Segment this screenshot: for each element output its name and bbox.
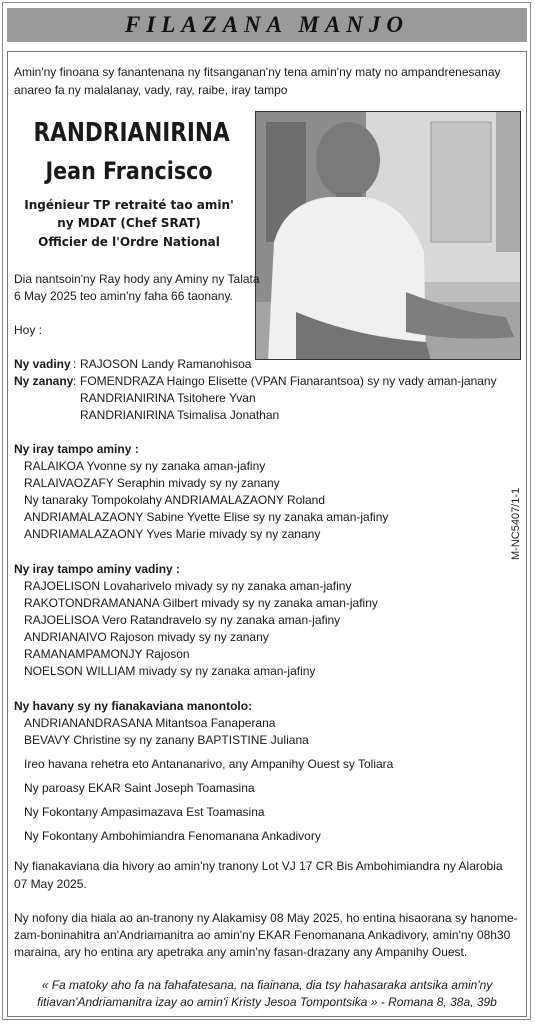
spouse-sibling-item: RAMANAMPAMONJY Rajoson bbox=[24, 647, 190, 661]
wake-line-1: Ny fianakaviana dia hivory ao amin'ny tranony Lot VJ 17 CR Bis Ambohimiandra ny Alarobia bbox=[14, 859, 503, 873]
portrait-image bbox=[256, 112, 521, 360]
intro-line-1: Amin'ny finoana sy fanantenana ny fitsanganan'ny tena amin'ny maty no ampandrenesanay bbox=[14, 65, 501, 79]
death-notice-line-1: Dia nantsoin'ny Ray hody any Aminy ny Talata bbox=[14, 272, 260, 286]
deceased-given-names: Jean Francisco bbox=[45, 157, 213, 185]
relative-item: BEVAVY Christine sy ny zanany BAPTISTINE Juliana bbox=[24, 733, 309, 747]
spouse-sibling-item: RAJOELISON Lovaharivelo mivady sy ny zanaka aman-jafiny bbox=[24, 579, 352, 593]
notice-header bbox=[7, 8, 527, 42]
sibling-item: ANDRIAMALAZAONY Sabine Yvette Elise sy ny zanaka aman-jafiny bbox=[24, 510, 389, 524]
sibling-item: RALAIVAOZAFY Seraphin mivady sy ny zanany bbox=[24, 476, 280, 490]
spouse-label: Ny vadiny bbox=[14, 357, 71, 371]
sibling-item: Ny tanaraky Tompokolahy ANDRIAMALAZAONY Roland bbox=[24, 493, 326, 507]
scripture-quote-line-1: « Fa matoky aho fa na fahafatesana, na fiainana, dia tsy hahasaraka antsika amin'ny bbox=[41, 978, 493, 992]
spouse-sibling-item: RAJOELISOA Vero Ratandravelo sy ny zanaka aman-jafiny bbox=[24, 613, 341, 627]
relative-item: ANDRIANANDRASANA Mitantsoa Fanaperana bbox=[24, 716, 276, 730]
siblings-heading: Ny iray tampo aminy : bbox=[14, 442, 139, 456]
spouse-separator: : bbox=[73, 357, 77, 371]
scripture-quote-line-2: fitiavan'Andriamanitra izay ao amin'i Kristy Jesoa Tompontsika » - Romana 8, 38a, 39b bbox=[37, 995, 497, 1009]
relatives-heading: Ny havany sy ny fianakaviana manontolo: bbox=[14, 699, 253, 713]
sibling-item: ANDRIAMALAZAONY Yves Marie mivady sy ny zanany bbox=[24, 527, 321, 541]
deceased-title-1: Ingénieur TP retraité tao amin' bbox=[24, 198, 234, 212]
notice-title: FILAZANA MANJO bbox=[124, 12, 409, 37]
relative-group: Ny Fokontany Ambohimiandra Fenomanana Ankadivory bbox=[24, 829, 321, 843]
deceased-surname: RANDRIANIRINA bbox=[33, 118, 230, 148]
hoy-label: Hoy : bbox=[14, 323, 43, 337]
sibling-item: RALAIKOA Yvonne sy ny zanaka aman-jafiny bbox=[24, 459, 266, 473]
funeral-line-2: zam-boninahitra an'Andriamanitra ao amin'ny EKAR Fenomanana Ankadivory, amin'ny 08h30 bbox=[14, 928, 511, 942]
spouse-sibling-item: RAKOTONDRAMANANA Gilbert mivady sy ny zanaka aman-jafiny bbox=[24, 596, 378, 610]
deceased-title-3: Officier de l'Ordre National bbox=[38, 235, 220, 249]
funeral-line-1: Ny nofony dia hiala ao an-tranony ny Alakamisy 08 May 2025, ho entina hisaorana sy hanome- bbox=[14, 911, 518, 925]
intro-line-2: anareo fa ny malalanay, vady, ray, raibe, iray tampo bbox=[14, 83, 288, 97]
child-item: RANDRIANIRINA Tsimalisa Jonathan bbox=[80, 408, 280, 422]
deceased-title-2: ny MDAT (Chef SRAT) bbox=[57, 216, 201, 230]
relative-group: Ny Fokontany Ampasimazava Est Toamasina bbox=[24, 805, 265, 819]
spouse-sibling-item: NOELSON WILLIAM mivady sy ny zanaka aman-jafiny bbox=[24, 664, 316, 678]
death-notice-line-2: 6 May 2025 teo amin'ny faha 66 taonany. bbox=[14, 289, 233, 303]
children-label: Ny zanany bbox=[14, 374, 74, 388]
child-item: FOMENDRAZA Haingo Elisette (VPAN Fianarantsoa) sy ny vady aman-janany bbox=[80, 374, 497, 388]
reference-code: M-NC5407/1-1 bbox=[510, 487, 522, 560]
children-separator: : bbox=[73, 374, 77, 388]
deceased-portrait bbox=[255, 111, 521, 360]
spouse-sibling-item: ANDRIANAIVO Rajoson mivady sy ny zanany bbox=[24, 630, 269, 644]
relative-group: Ny paroasy EKAR Saint Joseph Toamasina bbox=[24, 781, 255, 795]
child-item: RANDRIANIRINA Tsitohere Yvan bbox=[80, 391, 256, 405]
funeral-line-3: maraina, ary ho entina ary apetraka any amin'ny fasan-drazany any Ampanihy Ouest. bbox=[14, 945, 468, 959]
relative-group: Ireo havana rehetra eto Antananarivo, any Ampanihy Ouest sy Toliara bbox=[24, 757, 394, 771]
spouse-siblings-heading: Ny iray tampo aminy vadiny : bbox=[14, 562, 181, 576]
wake-line-2: 07 May 2025. bbox=[14, 877, 87, 891]
spouse-name: RAJOSON Landy Ramanohisoa bbox=[80, 357, 252, 371]
